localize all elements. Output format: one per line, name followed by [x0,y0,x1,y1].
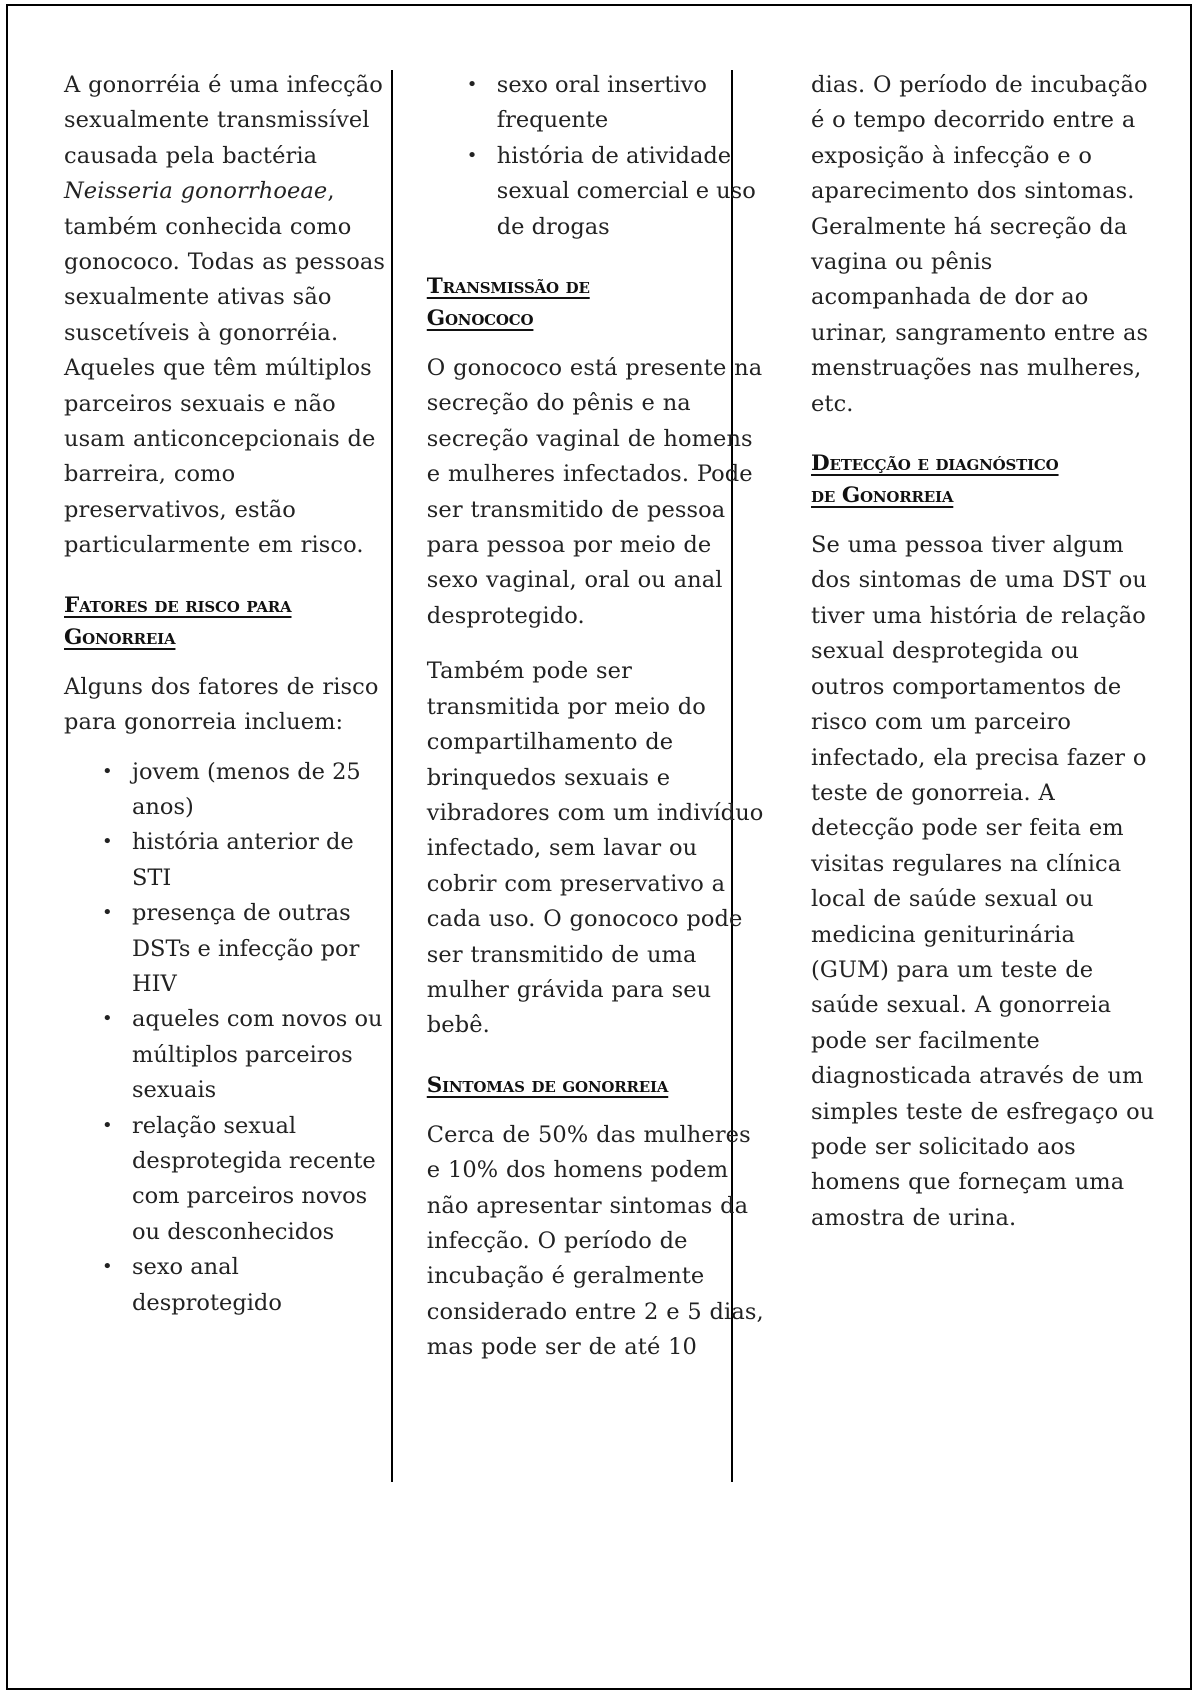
symptoms-paragraph: Cerca de 50% das mulheres e 10% dos homens podem não apresentar sintomas da infecção. O período de incubação é geralmente considerado entre 2 e 5 dias, mas pode ser de até 10 [426,1121,764,1361]
detection-paragraph: Se uma pessoa tiver algum dos sintomas de uma DST ou tiver uma história de relação sexual desprotegida ou outros comportamentos de risco com um parceiro infectado, ela precisa fazer o teste de gonorreia. A detecção pode ser feita em visitas regulares na clínica local de saúde sexual ou medicina geniturinária (GUM) para um teste de saúde sexual. A gonorreia pode ser facilmente diagnosticada através de um simples teste de esfregaço ou pode ser solicitado aos homens que forneçam uma amostra de urina. [811,532,1155,1231]
heading-transmission [427,271,765,335]
list-item: • presença de outras DSTs e infecção por HIV [110,896,387,1002]
list-item: • sexo anal desprotegido [110,1250,387,1321]
heading-detection [811,448,1160,512]
risk-lead-in: Alguns dos fatores de risco para gonorreia incluem: [64,673,379,736]
heading-transmission-line2: Gonococo [426,306,534,332]
column-1 [8,6,403,1688]
risk-factor-list-continued [427,68,765,245]
column-2 [403,6,781,1688]
heading-symptoms-line1: Sintomas de gonorreia [426,1072,669,1098]
heading-risk-factors-line2: Gonorreia [64,624,176,650]
intro-paragraph [64,68,387,564]
list-item: • sexo oral insertivo frequente [475,68,765,139]
heading-risk-factors-line1: Fatores de risco para [64,592,292,618]
transmission-paragraph-1: O gonococo está presente na secreção do pênis e na secreção vaginal de homens e mulheres infectados. Pode ser transmitido de pessoa para pessoa por meio de sexo vaginal, oral ou anal desprotegido. [426,355,763,629]
heading-detection-line2: de Gonorreia [811,483,954,509]
columns-container [8,6,1190,1688]
list-item: • história de atividade sexual comercial e uso de drogas [475,139,765,245]
heading-transmission-line1: Transmissão de [426,274,590,300]
column-3 [781,6,1190,1688]
list-item: • história anterior de STI [110,825,387,896]
list-item: • relação sexual desprotegida recente com parceiros novos ou desconhecidos [110,1109,387,1251]
incubation-paragraph: dias. O período de incubação é o tempo decorrido entre a exposição à infecção e o aparecimento dos sintomas. Geralmente há secreção da vagina ou pênis acompanhada de dor ao urinar, sangramento entre as menstruações nas mulheres, etc. [811,72,1149,417]
heading-risk-factors [64,590,387,654]
intro-text-part1: A gonorréia é uma infecção sexualmente transmissível causada pela bactéria [64,72,383,169]
scientific-name: Neisseria gonorrhoeae [64,178,328,205]
risk-factor-list [64,755,387,1322]
document-page [6,4,1192,1690]
list-item: • aqueles com novos ou múltiplos parceiros sexuais [110,1002,387,1108]
list-item: • jovem (menos de 25 anos) [110,755,387,826]
transmission-paragraph-2: Também pode ser transmitida por meio do compartilhamento de brinquedos sexuais e vibradores com um indivíduo infectado, sem lavar ou cobrir com preservativo a cada uso. O gonococo pode ser transmitido de uma mulher grávida para seu bebê. [426,658,764,1039]
heading-symptoms [427,1070,765,1102]
heading-detection-line1: Detecção e diagnóstico [811,451,1059,477]
intro-text-part2: , também conhecida como gonococo. Todas as pessoas sexualmente ativas são suscetíveis à gonorréia. Aqueles que têm múltiplos parceiros sexuais e não usam anticoncepcionais de barreira, como preservativos, estão particularmente em risco. [64,178,386,559]
